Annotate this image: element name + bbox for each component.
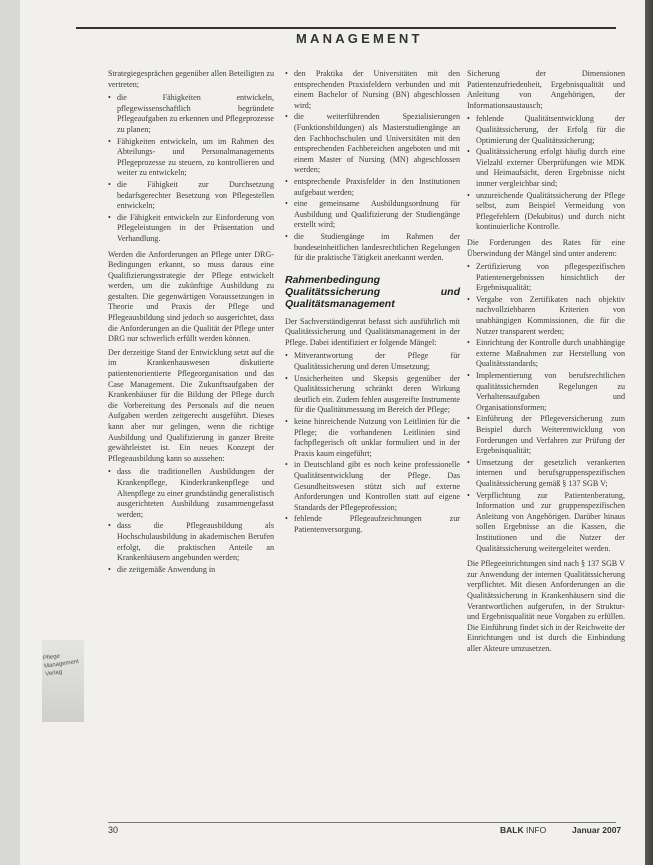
text-column-1 bbox=[108, 69, 274, 580]
list-item: • in Deutschland gibt es noch keine professionelle Qualitätsentwicklung der Pflege. Das Gesundheitswesen stützt sich auf externe Anforderungen und Kontrollen statt auf eigene Standards der Pflegeprofession; bbox=[285, 460, 460, 513]
list-item: • unzureichende Qualitätssicherung der Pflege selbst, zum Beispiel Vermeidung von Pflegefehlern (Dekubitus) und durch nicht kontinuierliche Kontrolle. bbox=[467, 191, 625, 233]
list-item: • dass die Pflegeausbildung als Hochschulausbildung in akademischen Berufen erfolgt, die praktischen Anteile an Krankenhäusern angebunden werden; bbox=[108, 521, 274, 563]
page-number: 30 bbox=[108, 825, 119, 835]
column-3-paragraph-2: Die Pflegeeinrichtungen sind nach § 137 SGB V zur Anwendung der internen Qualitätssicherung verpflichtet. Mit diesen Anforderungen an die Qualitätssicherung in Krankenhäusern sind die Verantwortlichen aufgerufen, in der Struktur- und Ergebnisqualität neue Vorgaben zu erfüllen. Die Einführung findet sich in der Reichweite der Einrichtungen und ist durch die Einbindung aller Akteure umzusetzen. bbox=[467, 559, 626, 653]
list-item: • Verpflichtung zur Patientenberatung, Information und zur gruppenspezifischen Anleitung von Angehörigen. Darüber hinaus sollen Ergebnisse an die Kassen, die Institutionen und die Nutzer der Qualitätssicherung weitergeleitet werden. bbox=[467, 491, 625, 555]
brand-bold: BALK bbox=[500, 825, 524, 835]
list-item: • keine hinreichende Nutzung von Leitlinien für die Pflege; die vorhandenen Leitlinien sind fachpflegerisch oft unklar formuliert und in der Praxis kaum eingeführt; bbox=[285, 417, 460, 459]
list-item: • Implementierung von berufsrechtlichen qualitätssichernden Regelungen zu Verhaltensaufgaben und Organisationsformen; bbox=[467, 371, 625, 413]
column-1-bullet-list-1 bbox=[108, 93, 274, 244]
list-item: • die Studiengänge im Rahmen der bundeseinheitlichen landesrechtlichen Regelungen für die praktische Tätigkeit anerkannt werden. bbox=[285, 232, 460, 264]
column-1-paragraph-1: Werden die Anforderungen an Pflege unter DRG-Bedingungen erkannt, so muss daraus eine Qualifizierungsstrategie der Pflege entwickelt werden, um die zukünftige Ausbildung zu gestalten. Die gegenwärtigen Voraussetzungen in Theorie und Praxis der Pflege und Pflegeausbildung sind jedoch so ausgerichtet, dass die Anforderungen an die Qualität der Pflege unter DRG nur schwerlich erfüllt werden können. bbox=[108, 249, 274, 344]
subheading-quality: Rahmenbedingung Qualitätssicherung und Qualitätsmanagement bbox=[285, 273, 460, 310]
list-item: • eine gemeinsame Ausbildungsordnung für Ausbildung und Qualifizierung der Studiengänge erstellt wird; bbox=[285, 199, 460, 231]
list-item: • die Fähigkeit zur Durchsetzung bedarfsgerechter Besetzung von Pflegestellen entwickeln; bbox=[108, 180, 274, 212]
column-3-lead: Sicherung der Dimensionen Patientenzufriedenheit, Ergebnisqualität und Anleitung von Angehörigen, der Informationsaustausch; bbox=[467, 69, 625, 110]
column-2-bullet-list-1 bbox=[285, 69, 460, 264]
list-item: • Qualitätssicherung erfolgt häufig durch eine Vielzahl externer Überprüfungen wie MDK und Heimaufsicht, deren Ergebnisse nicht immer vergleichbar sind; bbox=[467, 147, 625, 189]
list-item: • Vergabe von Zertifikaten nach objektiv nachvollziehbaren Kriterien von unabhängigen Kommissionen, die für die Nutzer transparent werden; bbox=[467, 295, 625, 337]
header-rule bbox=[76, 27, 616, 29]
column-1-lead: Strategiegesprächen gegenüber allen Beteiligten zu vertreten; bbox=[108, 69, 274, 89]
footer-rule bbox=[108, 822, 616, 823]
list-item: • fehlende Qualitätsentwicklung der Qualitätssicherung, der Erfolg für die Optimierung der Qualitätssicherung; bbox=[467, 114, 625, 146]
list-item: • Einrichtung der Kontrolle durch unabhängige externe Maßnahmen zur Herstellung von Qualitätsstandards; bbox=[467, 338, 625, 370]
column-3-bullet-list-2 bbox=[467, 262, 625, 554]
list-item: • die zeitgemäße Anwendung in bbox=[108, 565, 274, 576]
list-item: • dass die traditionellen Ausbildungen der Krankenpflege, Kinderkrankenpflege und Altenpflege zu einer grundständig generalistisch ausgerichteten Ausbildung zusammengefasst werden; bbox=[108, 467, 274, 520]
list-item: • fehlende Pflegeaufzeichnungen zur Patientenversorgung. bbox=[285, 514, 460, 535]
list-item: • Unsicherheiten und Skepsis gegenüber der Qualitätssicherung schränkt deren Wirkung deutlich ein. Zudem fehlen ausgereifte Instrumente für die Qualitätsmessung im Bereich der Pflege; bbox=[285, 374, 460, 416]
list-item: • Zertifizierung von pflegespezifischen Patientenergebnissen hinsichtlich der Ergebnisqualität; bbox=[467, 262, 625, 294]
publication-brand bbox=[500, 825, 546, 835]
column-2-paragraph-1: Der Sachverständigenrat befasst sich ausführlich mit Qualitätssicherung und Qualitätsmanagement in der Pflege. Dabei identifiziert er folgende Mängel: bbox=[285, 316, 460, 347]
list-item: • entsprechende Praxisfelder in den Institutionen aufgebaut werden; bbox=[285, 177, 460, 198]
list-item: • Fähigkeiten entwickeln, um im Rahmen des Abteilungs- und Personalmanagements Pflegeprozesse zu steuern, zu kontrollieren und weiter zu entwickeln; bbox=[108, 137, 274, 179]
column-1-paragraph-2: Der derzeitige Stand der Entwicklung setzt auf die im Krankenhauswesen diskutierte patientenorientierte Pflegeorganisation und das Case Management. Die Zukunftsaufgaben der Krankenhäuser für die Bildung der Pflege durch die Vorbereitung des Personals auf die neuen Aufgaben werden zeitgerecht ausgeführt. Dieses kann aber nur gelingen, wenn die richtige Ausbildung und Qualifizierung in ganzer Breite gewährleistet ist. Ein neues Konzept der Pflegeausbildung kann so aussehen: bbox=[108, 347, 274, 463]
list-item: • den Praktika der Universitäten mit den entsprechenden Praxisfeldern verbunden und mit einem Bachelor of Nursing (BN) abgeschlossen wird; bbox=[285, 69, 460, 111]
text-column-2 bbox=[285, 69, 460, 541]
column-3-paragraph-1: Die Forderungen des Rates für eine Überwindung der Mängel sind unter anderem: bbox=[467, 237, 625, 258]
list-item: • Einführung der Pflegeversicherung zum Beispiel durch Weiterentwicklung von Forderungen und Verfahren zur Prüfung der Ergebnisqualität; bbox=[467, 414, 625, 456]
brand-rest: INFO bbox=[523, 825, 547, 835]
list-item: • Umsetzung der gesetzlich verankerten internen und berufsgruppenspezifischen Qualitätssicherung gemäß § 137 SGB V; bbox=[467, 458, 625, 490]
column-3-bullet-list-1 bbox=[467, 114, 625, 233]
section-header: MANAGEMENT bbox=[296, 31, 423, 46]
column-1-bullet-list-2 bbox=[108, 467, 274, 575]
list-item: • die Fähigkeit entwickeln zur Einforderung von Pflegeleistungen in der Präsentation und Verhandlung. bbox=[108, 213, 274, 245]
issue-date: Januar 2007 bbox=[572, 825, 622, 835]
column-2-bullet-list-2 bbox=[285, 351, 460, 535]
list-item: • Mitverantwortung der Pflege für Qualitätssicherung und deren Umsetzung; bbox=[285, 351, 460, 372]
margin-note: Pflege Management Verlag bbox=[42, 653, 80, 678]
list-item: • die Fähigkeiten entwickeln, pflegewissenschaftlich begründete Pflegeaufgaben zu erkennen und Pflegeprozesse zu planen; bbox=[108, 93, 274, 135]
list-item: • die weiterführenden Spezialisierungen (Funktionsbildungen) als Masterstudiengänge an den Fachhochschulen und Universitäten mit den entsprechenden Fachbereichen angeboten und mit einem Master of Nursing (MN) abgeschlossen werden; bbox=[285, 112, 460, 176]
text-column-3 bbox=[467, 69, 625, 657]
